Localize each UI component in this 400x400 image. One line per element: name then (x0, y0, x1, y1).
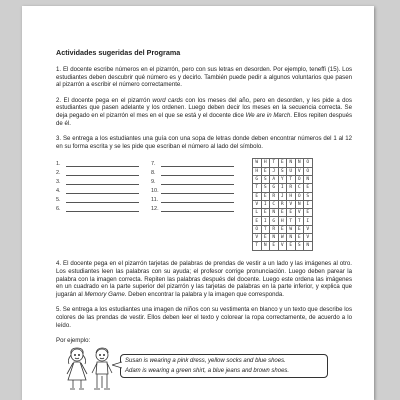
grid-cell[interactable]: O (295, 175, 304, 183)
speech-bubble (120, 354, 328, 378)
blank-number: 7. (151, 161, 156, 168)
blank-row (56, 176, 246, 185)
grid-cell[interactable]: E (304, 184, 313, 192)
numbered-blanks (56, 158, 246, 212)
blank-item[interactable] (151, 195, 246, 203)
grid-row (253, 242, 313, 250)
blank-item[interactable] (56, 186, 151, 194)
grid-cell[interactable]: G (270, 217, 279, 225)
page-title: Actividades sugeridas del Programa (56, 48, 181, 57)
grid-cell[interactable]: E (253, 192, 262, 200)
blank-number: 6. (56, 206, 61, 213)
answer-line[interactable] (161, 204, 234, 212)
grid-cell[interactable]: T (253, 184, 262, 192)
grid-cell[interactable]: N (304, 242, 313, 250)
grid-cell[interactable]: T (295, 217, 304, 225)
grid-cell[interactable]: E (287, 209, 296, 217)
grid-cell[interactable]: N (270, 234, 279, 242)
example-section (56, 346, 352, 392)
example-sentence-2: Adam is wearing a green shirt, a blue jeans and brown shoes. (125, 368, 290, 375)
grid-cell[interactable]: E (304, 209, 313, 217)
activity-2-text-a: 2. El docente pega en el pizarrón (56, 96, 153, 104)
blank-item[interactable] (151, 159, 246, 167)
grid-cell[interactable]: L (253, 209, 262, 217)
blank-number: 4. (56, 188, 61, 195)
blank-number: 8. (151, 170, 156, 177)
activity-4-text-b: . Deben encontrar la palabra y la imagen que corresponda. (124, 290, 284, 298)
grid-row (253, 209, 313, 217)
worksheet-page (22, 6, 374, 400)
grid-cell[interactable]: T (287, 175, 296, 183)
grid-cell[interactable]: H (287, 192, 296, 200)
grid-cell[interactable]: N (295, 159, 304, 167)
grid-cell[interactable]: O (295, 192, 304, 200)
grid-cell[interactable]: N (261, 242, 270, 250)
answer-line[interactable] (161, 186, 234, 194)
answer-line[interactable] (161, 159, 234, 167)
grid-cell[interactable]: V (287, 200, 296, 208)
grid-cell[interactable]: T (261, 225, 270, 233)
grid-cell[interactable]: N (304, 175, 313, 183)
grid-cell[interactable]: I (278, 184, 287, 192)
grid-cell[interactable]: E (261, 192, 270, 200)
answer-line[interactable] (66, 204, 139, 212)
grid-row (253, 175, 313, 183)
answer-line[interactable] (66, 159, 139, 167)
blank-row (56, 185, 246, 194)
grid-cell[interactable]: R (287, 184, 296, 192)
grid-cell[interactable]: R (270, 225, 279, 233)
grid-cell[interactable]: O (304, 167, 313, 175)
grid-cell[interactable]: S (261, 184, 270, 192)
grid-cell[interactable]: G (270, 184, 279, 192)
blank-number: 10. (151, 188, 159, 195)
example-sentence-1: Susan is wearing a pink dress, yellow socks and blue shoes. (125, 358, 286, 365)
grid-row (253, 159, 313, 167)
grid-cell[interactable]: N (270, 209, 279, 217)
grid-cell[interactable]: I (304, 200, 313, 208)
grid-cell[interactable]: O (253, 225, 262, 233)
activity-1: 1. El docente escribe números en el pizarrón, pero con sus letras en desorden. Por ejemplo, teneffi (15). Los estudiantes deben descubrir qué número es y decirlo. También puede pedir a algunos voluntarios que pasen al pizarrón a escribir el número correctamente. (56, 66, 352, 89)
grid-cell[interactable]: E (295, 234, 304, 242)
blank-number: 2. (56, 170, 61, 177)
blank-number: 12. (151, 206, 159, 213)
grid-cell[interactable]: R (270, 192, 279, 200)
grid-cell[interactable]: J (278, 192, 287, 200)
activity-4-em-game: Memory Game (84, 290, 125, 298)
activity-2-text-c: . Ellos repiten después de él. (56, 111, 353, 127)
grid-cell[interactable]: S (304, 192, 313, 200)
grid-row (253, 217, 313, 225)
grid-cell[interactable]: N (287, 159, 296, 167)
grid-cell[interactable]: E (270, 242, 279, 250)
activity-4-text-a: 4. El docente pega en el pizarrón tarjetas de palabras de prendas de vestir a un lado y las imágenes al otro. Los estudiantes leen las palabras con su ayuda; el profesor corrige pronunciación. Luego deben parear la palabra con la imagen correcta. Repiten las palabras después del docente. Luego este ordena las imágenes en un cuadrado en la parte superior del pizarrón y las tarjetas de palabras en la parte inferior, y explica que jugarán al (56, 260, 352, 298)
grid-cell[interactable]: E (287, 242, 296, 250)
answer-line[interactable] (161, 195, 234, 203)
grid-cell[interactable]: R (278, 200, 287, 208)
grid-cell[interactable]: T (253, 242, 262, 250)
activity-5: 5. Se entrega a los estudiantes una imagen de niños con su vestimenta en blanco y un texto que describe los colores de las prendas de vestir. Ellos deben leer el texto y colorear la ropa correctamente, de acuerdo a lo leído. (56, 306, 352, 329)
blank-number: 3. (56, 179, 61, 186)
grid-cell[interactable]: V (253, 234, 262, 242)
grid-row (253, 184, 313, 192)
grid-cell[interactable]: N (287, 234, 296, 242)
answer-line[interactable] (66, 168, 139, 176)
grid-cell[interactable]: V (304, 234, 313, 242)
grid-cell[interactable]: I (261, 200, 270, 208)
grid-cell[interactable]: V (295, 167, 304, 175)
blank-item[interactable] (151, 204, 246, 212)
activity-4 (56, 260, 352, 298)
page-content (56, 48, 352, 392)
grid-cell[interactable]: V (304, 225, 313, 233)
blank-number: 5. (56, 197, 61, 204)
grid-cell[interactable]: S (278, 167, 287, 175)
grid-cell[interactable]: W (278, 234, 287, 242)
blank-item[interactable] (56, 168, 151, 176)
grid-cell[interactable]: E (295, 225, 304, 233)
example-label: Por ejemplo: (56, 337, 91, 345)
grid-cell[interactable]: W (253, 159, 262, 167)
grid-cell[interactable]: E (261, 209, 270, 217)
children-illustration (62, 346, 118, 392)
grid-row (253, 234, 313, 242)
grid-cell[interactable]: N (295, 200, 304, 208)
blank-item[interactable] (151, 168, 246, 176)
grid-cell[interactable]: V (295, 209, 304, 217)
activity-2 (56, 97, 352, 127)
grid-cell[interactable]: S (261, 175, 270, 183)
worksheet-exercise (56, 158, 352, 254)
grid-cell[interactable]: E (261, 234, 270, 242)
grid-cell[interactable]: A (270, 175, 279, 183)
grid-cell[interactable]: G (253, 175, 262, 183)
grid-row (253, 192, 313, 200)
grid-cell[interactable]: C (270, 200, 279, 208)
grid-cell[interactable]: T (287, 217, 296, 225)
grid-cell[interactable]: E (278, 159, 287, 167)
blank-row (56, 194, 246, 203)
grid-cell[interactable]: H (253, 167, 262, 175)
bubble-tail-icon (112, 361, 122, 369)
blank-item[interactable] (151, 186, 246, 194)
grid-cell[interactable]: W (287, 225, 296, 233)
grid-cell[interactable]: O (304, 159, 313, 167)
activity-2-em-phrase: We are in March (245, 111, 291, 119)
grid-cell[interactable]: V (278, 242, 287, 250)
grid-cell[interactable]: V (253, 200, 262, 208)
grid-cell[interactable]: J (270, 167, 279, 175)
answer-line[interactable] (66, 195, 139, 203)
grid-cell[interactable]: S (295, 242, 304, 250)
grid-cell[interactable]: Y (278, 175, 287, 183)
grid-cell[interactable]: C (295, 184, 304, 192)
grid-cell[interactable]: T (270, 159, 279, 167)
word-search-grid (252, 158, 313, 250)
grid-cell[interactable]: I (304, 217, 313, 225)
blank-item[interactable] (151, 177, 246, 185)
grid-row (253, 200, 313, 208)
blank-number: 1. (56, 161, 61, 168)
grid-cell[interactable]: I (261, 217, 270, 225)
blank-number: 9. (151, 179, 156, 186)
grid-cell[interactable]: E (261, 167, 270, 175)
grid-cell[interactable]: E (253, 217, 262, 225)
grid-row (253, 225, 313, 233)
grid-cell[interactable]: E (278, 209, 287, 217)
blank-item[interactable] (56, 177, 151, 185)
grid-cell[interactable]: E (278, 225, 287, 233)
blank-number: 11. (151, 197, 159, 204)
activity-2-text-b: con los meses del año, pero en desorden, y les pide a dos estudiantes que pasen adelante y los ordenen. Luego deben decir los meses en la secuencia correcta. Se deja pegado en el pizarrón el mes en el que se está y el docente dice (56, 96, 352, 119)
grid-cell[interactable]: H (261, 159, 270, 167)
answer-line[interactable] (161, 168, 234, 176)
answer-line[interactable] (66, 177, 139, 185)
grid-row (253, 167, 313, 175)
activity-2-em-word-cards: word cards (152, 96, 183, 104)
grid-cell[interactable]: H (278, 217, 287, 225)
grid-cell[interactable]: U (287, 167, 296, 175)
blank-row (56, 167, 246, 176)
blank-item[interactable] (56, 159, 151, 167)
activity-3: 3. Se entrega a los estudiantes una guía con una sopa de letras donde deben encontrar números del 1 al 12 en su forma escrita y se les pide que escriban el número al lado del símbolo. (56, 135, 352, 150)
blank-row (56, 203, 246, 212)
blank-item[interactable] (56, 204, 151, 212)
answer-line[interactable] (161, 177, 234, 185)
answer-line[interactable] (66, 186, 139, 194)
blank-row (56, 158, 246, 167)
blank-item[interactable] (56, 195, 151, 203)
